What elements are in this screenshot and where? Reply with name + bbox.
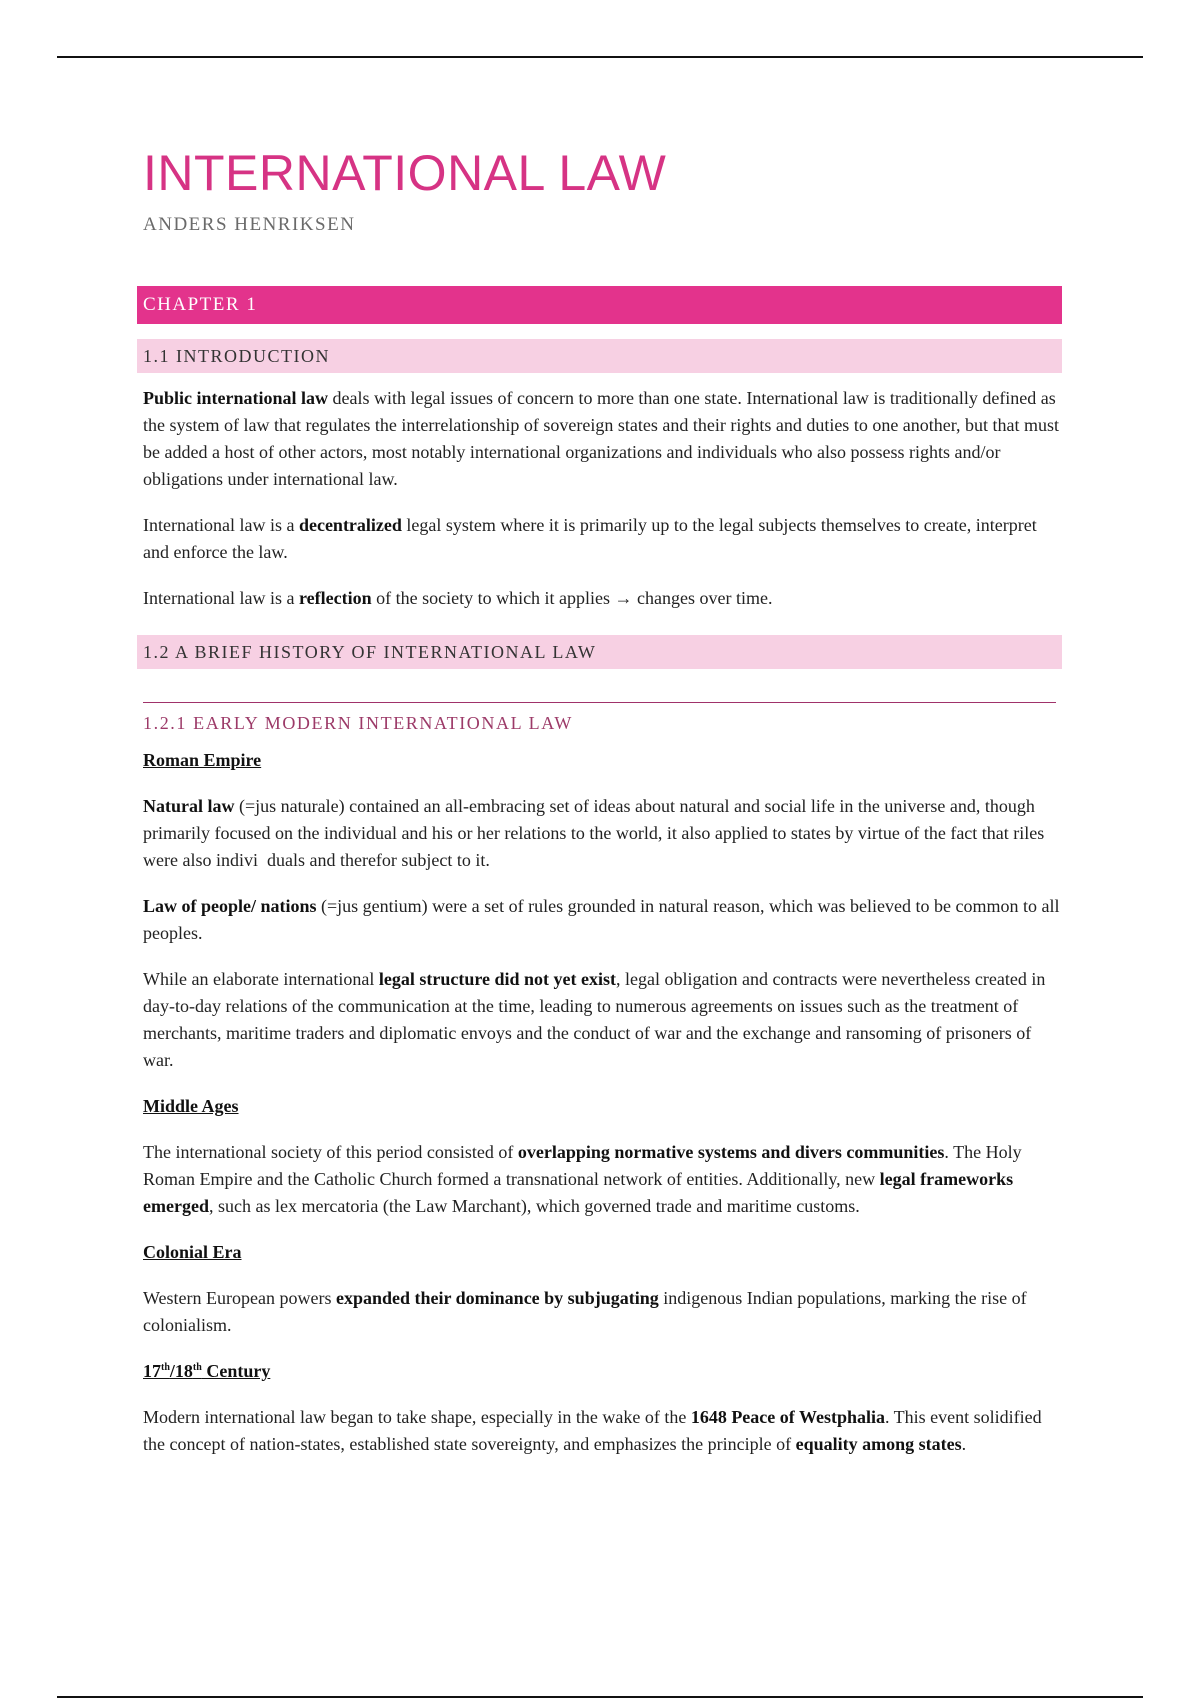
roman-paragraph-3: While an elaborate international legal structure did not yet exist, legal obligation and contracts were nevertheless created in day-to-day relations of the communication at the time, leading to numerous agreements on issues such as the treatment of merchants, maritime traders and diplomatic envoys and the conduct of war and the exchange and ransoming of prisoners of war. [143, 969, 1046, 1070]
section-heading-introduction: 1.1 INTRODUCTION [137, 339, 1062, 373]
bold-term: overlapping normative systems and divers communities [517, 1142, 945, 1162]
bold-term: Natural law [143, 796, 235, 816]
colonial-era-paragraph: Western European powers expanded their dominance by subjugating indigenous Indian populations, marking the rise of colonialism. [143, 1288, 1027, 1335]
intro-paragraph-1: Public international law deals with legal issues of concern to more than one state. International law is traditionally defined as the system of law that regulates the interrelationship of sovereign states and their rights and duties to one another, but that must be added a host of other actors, most notably international organizations and individuals who also possess rights and/or obligations under international law. [143, 388, 1060, 489]
chapter-heading: CHAPTER 1 [137, 286, 1062, 324]
intro-paragraph-2: International law is a decentralized legal system where it is primarily up to the legal subjects themselves to create, interpret and enforce the law. [143, 515, 1037, 562]
bold-term: legal structure did not yet exist [378, 969, 617, 989]
bold-term: equality among states [795, 1434, 962, 1454]
document-author: ANDERS HENRIKSEN [143, 214, 356, 235]
bold-term: expanded their dominance by subjugating [335, 1288, 659, 1308]
subsection-heading-early-modern: 1.2.1 EARLY MODERN INTERNATIONAL LAW [143, 702, 1056, 737]
middle-ages-heading: Middle Ages [143, 1096, 239, 1116]
middle-ages-paragraph: The international society of this period consisted of overlapping normative systems and divers communities. The Holy Roman Empire and the Catholic Church formed a transnational network of entities. Additionally, new legal frameworks emerged, such as lex mercatoria (the Law Marchant), which governed trade and maritime customs. [143, 1142, 1022, 1216]
bold-term: decentralized [298, 515, 402, 535]
roman-empire-heading: Roman Empire [143, 750, 262, 770]
bold-term: legal frameworks emerged [143, 1169, 1014, 1216]
bold-term: 1648 Peace of Westphalia [690, 1407, 885, 1427]
century-heading: 17th/18th Century [143, 1361, 271, 1381]
section-heading-history: 1.2 A BRIEF HISTORY OF INTERNATIONAL LAW [137, 635, 1062, 669]
document-title: INTERNATIONAL LAW [143, 145, 667, 201]
century-paragraph: Modern international law began to take shape, especially in the wake of the 1648 Peace of Westphalia. This event solidified the concept of nation-states, established state sovereignty, and emphasizes the principle of equality among states. [143, 1407, 1042, 1454]
intro-paragraph-3: International law is a reflection of the society to which it applies → changes over time. [143, 588, 773, 608]
roman-paragraph-2: Law of people/ nations (=jus gentium) were a set of rules grounded in natural reason, which was believed to be common to all peoples. [143, 896, 1060, 943]
bold-term: Law of people/ nations [143, 896, 317, 916]
roman-paragraph-1: Natural law (=jus naturale) contained an all-embracing set of ideas about natural and social life in the universe and, though primarily focused on the individual and his or her relations to the world, it also applied to states by virtue of the fact that riles were also indivi duals and therefor subject to it. [143, 796, 1049, 870]
colonial-era-heading: Colonial Era [143, 1242, 242, 1262]
top-rule [57, 56, 1143, 58]
bold-term: reflection [298, 588, 372, 608]
document-page [143, 142, 1063, 1458]
bold-term: Public international law [143, 388, 329, 408]
bottom-rule [57, 1696, 1143, 1698]
